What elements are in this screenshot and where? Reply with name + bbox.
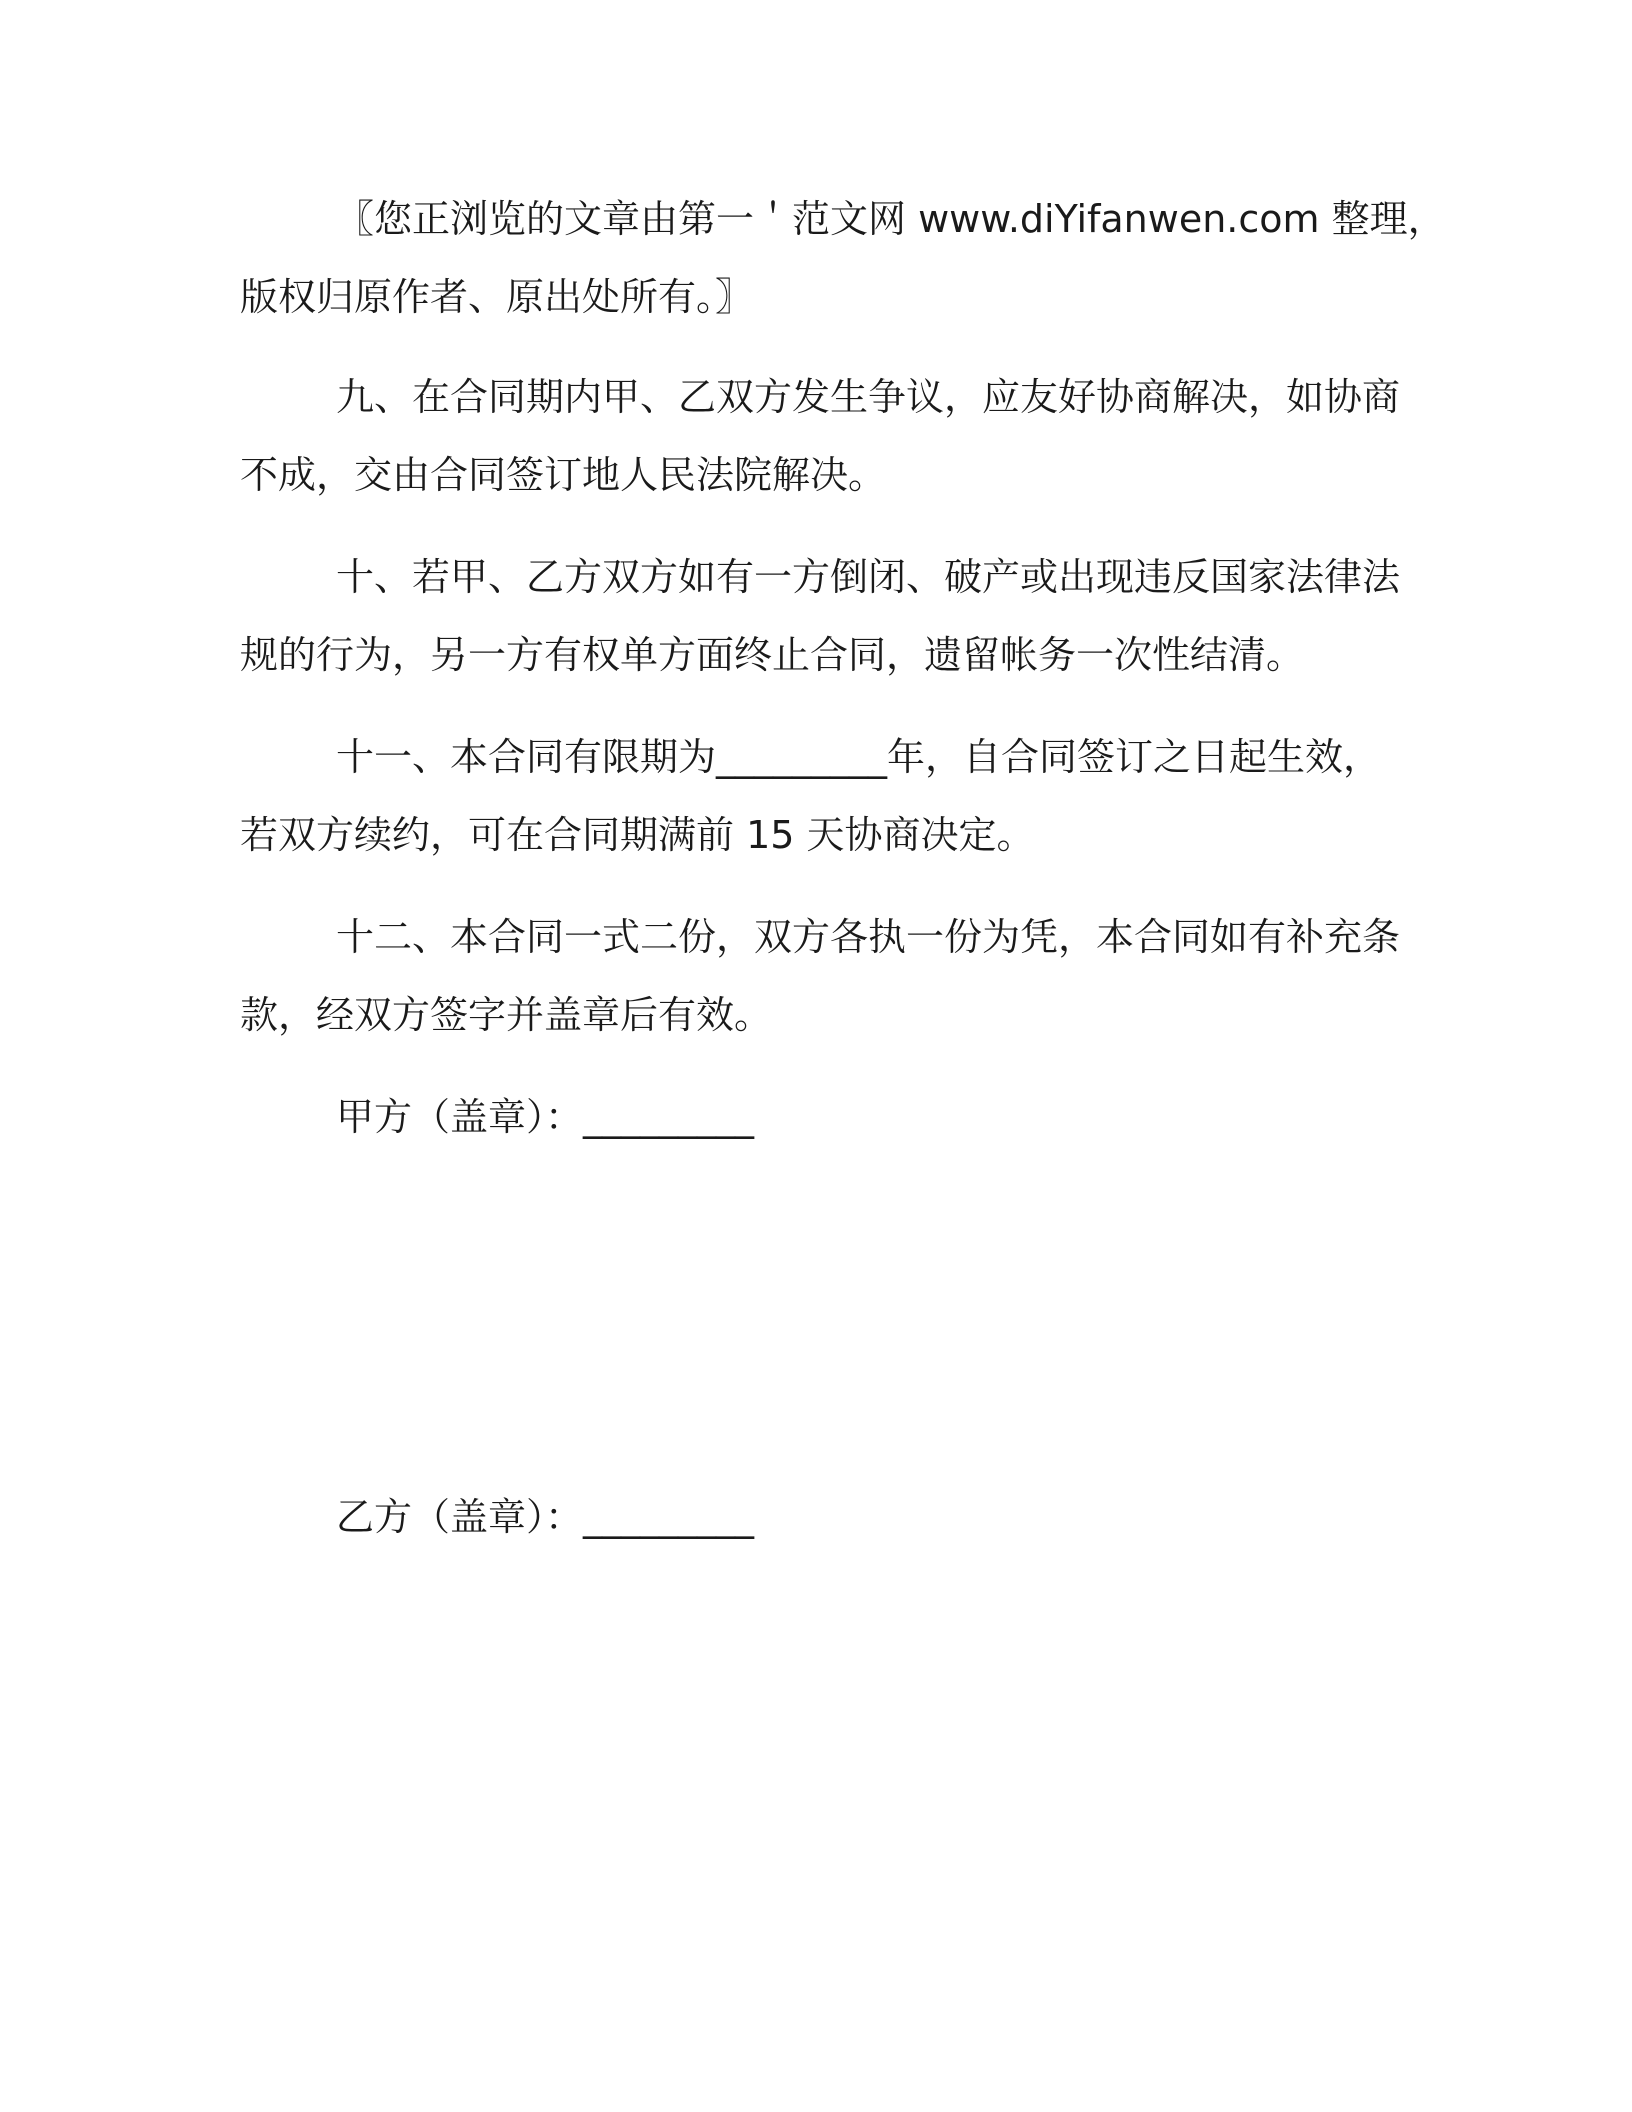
clause-12 — [240, 898, 1401, 1054]
clause-10 — [240, 538, 1401, 694]
copyright-notice — [240, 180, 1446, 336]
clause-10-line-2: 规的行为，另一方有权单方面终止合同，遗留帐务一次性结清。 — [240, 633, 1305, 677]
notice-line-2: 版权归原作者、原出处所有。〗 — [240, 275, 754, 319]
party-b-signature: 乙方（盖章）：_________ — [336, 1495, 755, 1539]
clause-9-line-2: 不成，交由合同签订地人民法院解决。 — [240, 453, 887, 497]
party-a-signature: 甲方（盖章）：_________ — [336, 1095, 755, 1139]
clause-12-line-1: 十二、本合同一式二份，双方各执一份为凭，本合同如有补充条 — [336, 915, 1401, 959]
clause-10-line-1: 十、若甲、乙方双方如有一方倒闭、破产或出现违反国家法律法 — [336, 555, 1401, 599]
clause-11-line-2: 若双方续约，可在合同期满前 15 天协商决定。 — [240, 813, 1035, 857]
clause-11-line-1: 十一、本合同有限期为_________年，自合同签订之日起生效， — [336, 735, 1382, 779]
clause-9-line-1: 九、在合同期内甲、乙双方发生争议，应友好协商解决，如协商 — [336, 375, 1401, 419]
notice-line-1: 〖您正浏览的文章由第一＇范文网 www.diYifanwen.com 整理， — [336, 197, 1446, 241]
clause-11 — [240, 718, 1390, 874]
clause-12-line-2: 款，经双方签字并盖章后有效。 — [240, 993, 773, 1037]
clause-9 — [240, 358, 1401, 514]
